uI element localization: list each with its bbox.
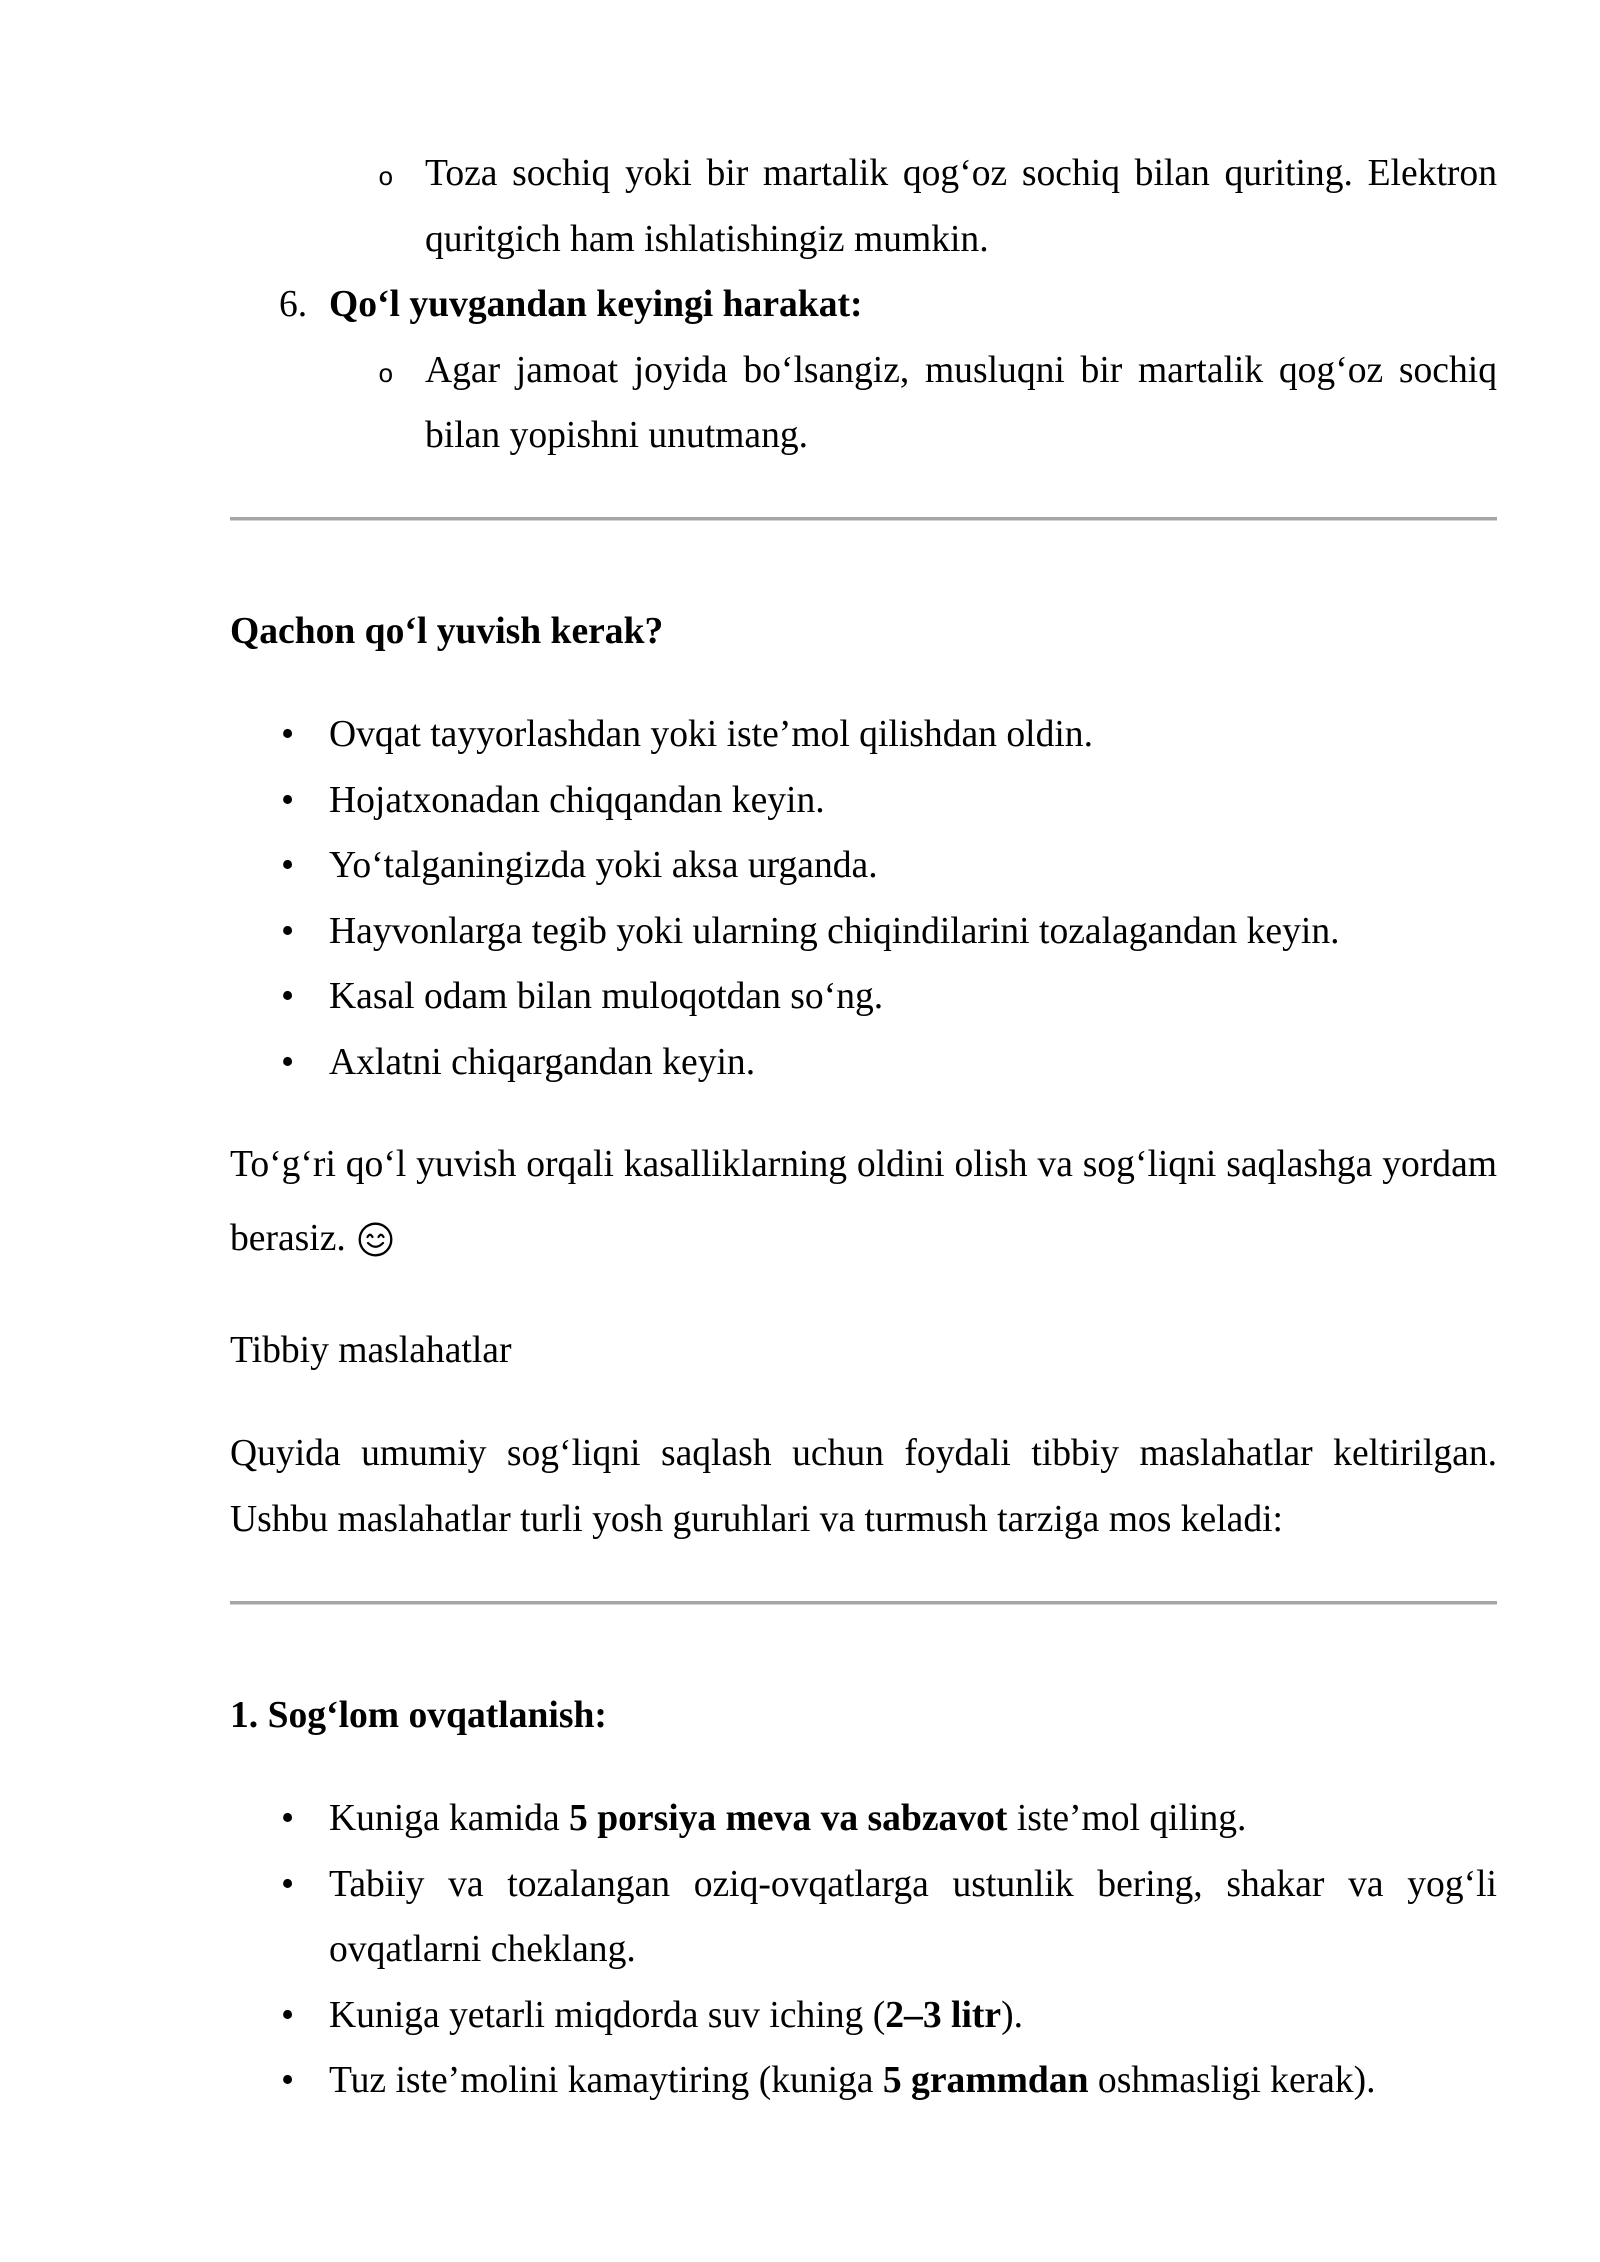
horizontal-rule — [230, 517, 1497, 520]
list-item-text: Axlatni chiqargandan keyin. — [329, 1041, 756, 1083]
list-item-text: Kasal odam bilan muloqotdan so‘ng. — [329, 976, 884, 1017]
tips-title-block — [0, 1318, 1600, 1384]
list-item — [0, 833, 1600, 899]
bullet-marker: • — [281, 779, 295, 821]
smiling-face-icon — [358, 1222, 393, 1257]
bullet-marker: • — [281, 1994, 295, 2036]
when-section-heading-block — [0, 599, 1600, 665]
list-item — [0, 2048, 1600, 2114]
sub-bullet-glyph: o — [378, 163, 394, 193]
bullet-marker: • — [281, 714, 295, 755]
list-item — [0, 964, 1600, 1030]
bold-text-segment: 5 porsiya meva va sabzavot — [569, 1798, 1008, 1839]
bold-text-segment: 2–3 litr — [885, 1994, 1002, 2036]
text-segment: Tuz iste’molini kamaytiring (kuniga — [329, 2060, 883, 2101]
list-number: 6. — [279, 284, 308, 325]
bullet-marker: • — [281, 1863, 295, 1905]
bullet-marker: • — [281, 1798, 295, 1839]
nutrition-bullet-list — [0, 1786, 1600, 2114]
text-segment: iste’mol qiling. — [1007, 1798, 1247, 1839]
when-bullet-list — [0, 702, 1600, 1095]
list-item-text: Ovqat tayyorlashdan yoki iste’mol qilishdan oldin. — [329, 714, 1093, 755]
closing-paragraph — [230, 1128, 1497, 1276]
bullet-marker: • — [281, 910, 295, 952]
list-item-text: Hayvonlarga tegib yoki ularning chiqindilarini tozalagandan keyin. — [329, 910, 1340, 952]
text-segment: Tabiiy va tozalangan oziq-ovqatlarga ustunlik bering, shakar va yog‘li ovqatlarni cheklang. — [329, 1863, 1497, 1970]
list-item — [0, 768, 1600, 834]
list-item — [0, 1852, 1600, 1983]
list-item-text: Yo‘talganingizda yoki aksa urganda. — [329, 845, 878, 886]
section-heading: Qachon qo‘l yuvish kerak? — [230, 611, 664, 652]
closing-paragraph-block — [0, 1128, 1600, 1276]
bullet-marker: • — [281, 976, 295, 1017]
bullet-marker: • — [281, 1041, 295, 1083]
list-item — [0, 702, 1600, 768]
tips-intro-block — [0, 1421, 1600, 1552]
sub-bullet-marker — [378, 338, 394, 409]
nutrition-heading-block — [0, 1683, 1600, 1749]
hand-washing-steps-continued — [0, 141, 1600, 469]
sub-list-item-text: Agar jamoat joyida bo‘lsangiz, musluqni bir martalik qog‘oz sochiq bilan yopishni unutmang. — [425, 349, 1497, 456]
list-item-text — [329, 1852, 1497, 1983]
sub-bullet-marker — [378, 141, 394, 212]
text-segment: Kuniga yetarli miqdorda suv iching ( — [329, 1994, 886, 2036]
bullet-marker: • — [281, 2060, 295, 2101]
step-title: Qo‘l yuvgandan keyingi harakat: — [329, 284, 863, 325]
sub-list-item — [0, 141, 1600, 272]
text-segment: oshmasligi kerak). — [1088, 2060, 1376, 2101]
list-item — [0, 1030, 1600, 1096]
list-item — [0, 1983, 1600, 2049]
sub-list-item — [0, 338, 1600, 469]
text-segment: Kuniga kamida — [329, 1798, 570, 1839]
list-item-text: Hojatxonadan chiqqandan keyin. — [329, 779, 825, 821]
bullet-marker: • — [281, 845, 295, 886]
sub-bullet-glyph: o — [378, 359, 394, 390]
section-heading: 1. Sog‘lom ovqatlanish: — [230, 1695, 607, 1736]
list-item — [0, 1786, 1600, 1852]
list-item-text — [329, 1786, 1497, 1852]
list-item-text — [329, 1983, 1497, 2049]
tips-title: Tibbiy maslahatlar — [230, 1330, 512, 1371]
tips-intro-paragraph: Quyida umumiy sog‘liqni saqlash uchun foydali tibbiy maslahatlar keltirilgan. Ushbu maslahatlar turli yosh guruhlari va turmush tarziga mos keladi: — [230, 1433, 1497, 1540]
text-segment: ). — [1001, 1994, 1024, 2036]
sub-list-item-text: Toza sochiq yoki bir martalik qog‘oz sochiq bilan quriting. Elektron quritgich ham ishlatishingiz mumkin. — [425, 153, 1497, 260]
list-item — [0, 899, 1600, 965]
closing-paragraph-text: To‘g‘ri qo‘l yuvish orqali kasalliklarning oldini olish va sog‘liqni saqlashga yordam berasiz. — [230, 1144, 1497, 1259]
bold-text-segment: 5 grammdan — [882, 2060, 1089, 2101]
numbered-list-item — [0, 272, 1600, 338]
horizontal-rule — [230, 1601, 1497, 1604]
list-item-text — [329, 2048, 1497, 2114]
